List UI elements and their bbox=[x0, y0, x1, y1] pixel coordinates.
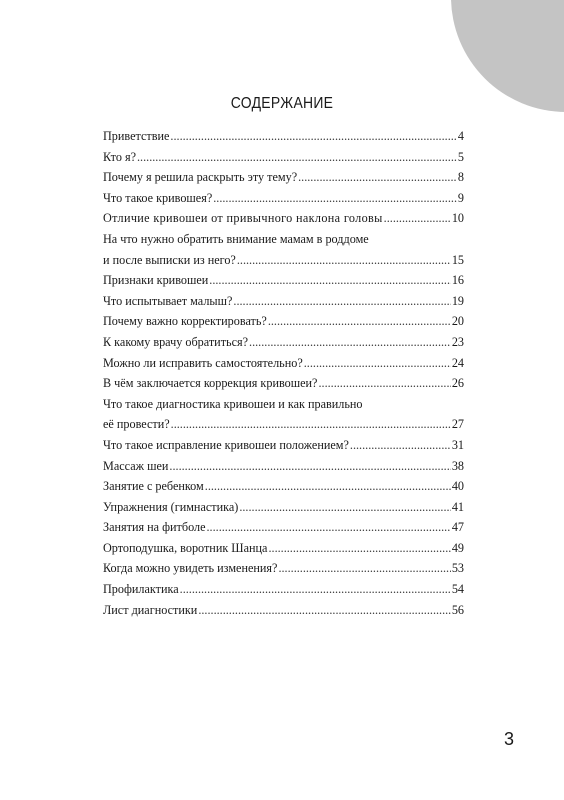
toc-leader bbox=[384, 208, 451, 229]
toc-entry[interactable] bbox=[103, 517, 464, 538]
toc-entry[interactable] bbox=[103, 579, 464, 600]
toc-entry[interactable] bbox=[103, 456, 464, 477]
toc-entry-page: 31 bbox=[451, 437, 464, 452]
toc-entry[interactable] bbox=[103, 126, 464, 147]
toc-entry-title: Массаж шеи bbox=[103, 458, 169, 473]
toc-entry-title: Занятия на фитболе bbox=[103, 520, 206, 535]
toc-entry-title: Отличие кривошеи от привычного наклона головы bbox=[103, 211, 383, 226]
toc-leader bbox=[237, 250, 451, 271]
toc-entry[interactable] bbox=[103, 291, 464, 312]
toc-entry[interactable] bbox=[103, 332, 464, 353]
toc-entry-page: 47 bbox=[451, 520, 464, 535]
toc-entry-page: 23 bbox=[451, 334, 464, 349]
toc-entry-page: 41 bbox=[451, 499, 464, 514]
toc-leader bbox=[198, 600, 450, 621]
toc-entry-title: Признаки кривошеи bbox=[103, 273, 209, 288]
toc-entry[interactable] bbox=[103, 600, 464, 621]
toc-entry[interactable] bbox=[103, 167, 464, 188]
toc-entry-title: Можно ли исправить самостоятельно? bbox=[103, 355, 303, 370]
toc-entry[interactable] bbox=[103, 229, 464, 270]
toc-leader bbox=[205, 476, 451, 497]
table-of-contents bbox=[103, 126, 464, 620]
toc-entry[interactable] bbox=[103, 435, 464, 456]
page-number: 3 bbox=[503, 729, 514, 749]
toc-entry-page: 27 bbox=[451, 417, 464, 432]
toc-entry-page: 20 bbox=[451, 314, 464, 329]
toc-entry-title: Почему важно корректировать? bbox=[103, 314, 267, 329]
toc-entry-title: Что испытывает малыш? bbox=[103, 293, 233, 308]
toc-entry-title: Лист диагностики bbox=[103, 602, 198, 617]
toc-entry-page: 10 bbox=[451, 211, 464, 226]
toc-leader bbox=[171, 414, 451, 435]
toc-entry-title: Упражнения (гимнастика) bbox=[103, 499, 239, 514]
toc-leader bbox=[298, 167, 457, 188]
toc-entry-title: Что такое исправление кривошеи положением? bbox=[103, 437, 349, 452]
toc-entry-page: 26 bbox=[451, 376, 464, 391]
toc-leader bbox=[350, 435, 451, 456]
toc-entry-title-line1: Что такое диагностика кривошеи и как правильно bbox=[103, 396, 363, 411]
toc-entry[interactable] bbox=[103, 476, 464, 497]
toc-entry[interactable] bbox=[103, 394, 464, 435]
toc-leader bbox=[233, 291, 450, 312]
toc-entry-page: 15 bbox=[451, 252, 464, 267]
toc-leader bbox=[249, 332, 451, 353]
toc-leader bbox=[268, 311, 451, 332]
toc-leader bbox=[318, 373, 450, 394]
toc-leader bbox=[180, 579, 451, 600]
toc-leader bbox=[170, 126, 456, 147]
toc-leader bbox=[268, 538, 450, 559]
toc-entry-title: Приветствие bbox=[103, 129, 170, 143]
toc-entry-page: 38 bbox=[451, 458, 464, 473]
toc-entry-title-line1: На что нужно обратить внимание мамам в роддоме bbox=[103, 231, 369, 246]
toc-entry-title: Когда можно увидеть изменения? bbox=[103, 561, 278, 576]
toc-entry-page: 49 bbox=[451, 540, 464, 555]
toc-entry-page: 4 bbox=[457, 129, 464, 143]
toc-entry[interactable] bbox=[103, 311, 464, 332]
toc-entry-page: 19 bbox=[451, 293, 464, 308]
toc-entry-title: Почему я решила раскрыть эту тему? bbox=[103, 170, 298, 185]
page-title: СОДЕРЖАНИЕ bbox=[230, 95, 334, 112]
toc-entry-page: 16 bbox=[451, 273, 464, 288]
toc-entry[interactable] bbox=[103, 538, 464, 559]
toc-entry-title: Что такое кривошея? bbox=[103, 190, 213, 205]
toc-leader bbox=[207, 517, 451, 538]
toc-entry[interactable] bbox=[103, 373, 464, 394]
toc-leader bbox=[213, 188, 457, 209]
toc-entry-page: 8 bbox=[457, 170, 464, 185]
toc-leader bbox=[239, 497, 450, 518]
toc-entry-page: 54 bbox=[451, 582, 464, 597]
toc-entry-title: Ортоподушка, воротник Шанца bbox=[103, 540, 268, 555]
toc-leader bbox=[209, 270, 451, 291]
toc-entry[interactable] bbox=[103, 497, 464, 518]
toc-entry[interactable] bbox=[103, 270, 464, 291]
toc-leader bbox=[169, 456, 450, 477]
toc-entry-title-line2: её провести? bbox=[103, 417, 170, 432]
toc-entry-page: 5 bbox=[457, 149, 464, 164]
toc-entry-page: 40 bbox=[451, 479, 464, 494]
toc-entry-page: 24 bbox=[451, 355, 464, 370]
toc-entry[interactable] bbox=[103, 147, 464, 168]
toc-entry-title-line2: и после выписки из него? bbox=[103, 252, 236, 267]
toc-entry-page: 53 bbox=[451, 561, 464, 576]
toc-entry[interactable] bbox=[103, 188, 464, 209]
toc-entry-title: В чём заключается коррекция кривошеи? bbox=[103, 376, 318, 391]
toc-entry-page: 9 bbox=[457, 190, 464, 205]
toc-entry[interactable] bbox=[103, 558, 464, 579]
toc-entry-page: 56 bbox=[451, 602, 464, 617]
toc-leader bbox=[304, 353, 451, 374]
toc-entry-title: Занятие с ребенком bbox=[103, 479, 204, 494]
toc-entry[interactable] bbox=[103, 208, 464, 229]
toc-entry-title: Профилактика bbox=[103, 582, 179, 597]
toc-entry-title: Кто я? bbox=[103, 149, 136, 164]
toc-entry[interactable] bbox=[103, 353, 464, 374]
toc-leader bbox=[137, 147, 457, 168]
toc-entry-title: К какому врачу обратиться? bbox=[103, 334, 249, 349]
toc-leader bbox=[278, 558, 450, 579]
